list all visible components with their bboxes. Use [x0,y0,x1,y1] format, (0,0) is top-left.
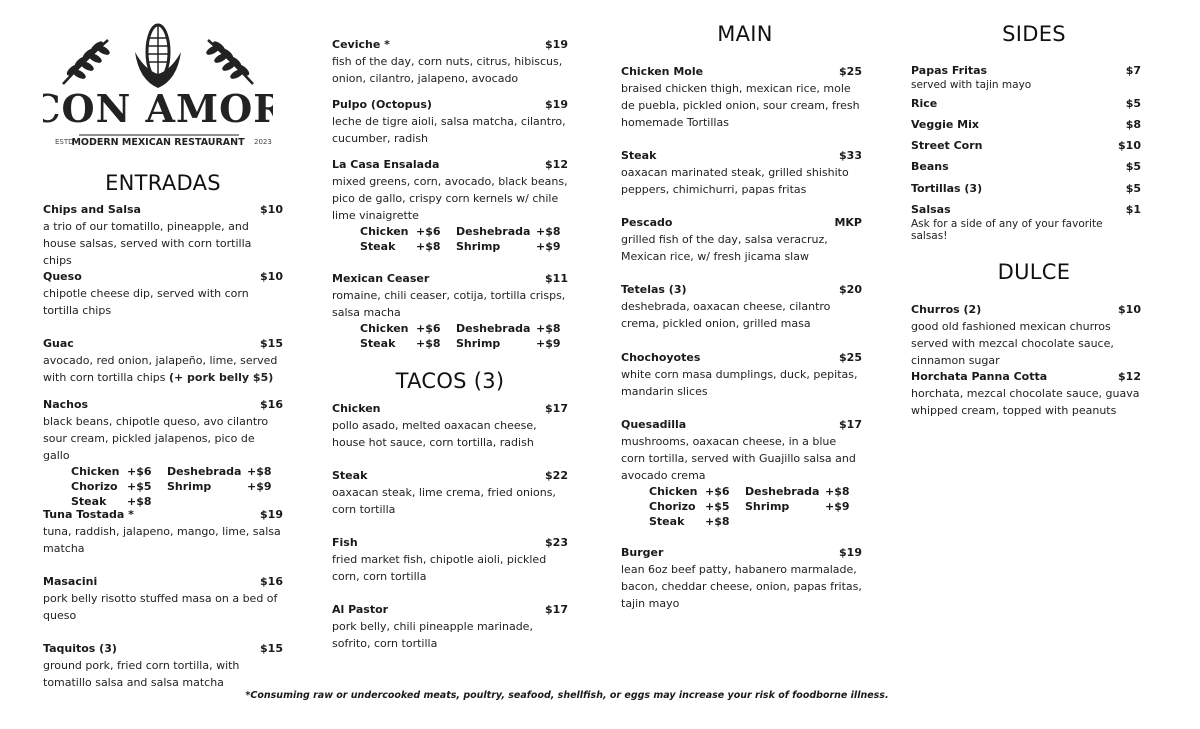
menu-item [43,397,283,509]
menu-item-header [911,181,1141,197]
menu-item [911,138,1141,154]
menu-item [43,641,283,691]
menu-item-name: Queso [43,270,82,283]
menu-item-header [332,97,568,113]
menu-item-header [911,96,1141,112]
menu-item-description [621,433,862,484]
menu-item-price: MKP [834,216,862,229]
menu-item-description-text: grilled fish of the day, salsa veracruz, Mexican rice, w/ fresh jicama slaw [621,233,828,263]
addon-name: Deshebrada [456,225,531,238]
food-safety-footnote: *Consuming raw or undercooked meats, poultry, seafood, shellfish, or eggs may increase your risk of foodborne illness. [245,690,889,701]
menu-item-name: Tuna Tostada * [43,508,134,521]
menu-item-header [332,602,568,618]
menu-item-name: Salsas [911,203,951,216]
menu-item-header [332,468,568,484]
menu-item [332,602,568,652]
addon-price: +$8 [247,465,272,478]
addon-price: +$8 [416,240,441,253]
menu-item-price: $19 [839,546,862,559]
menu-item-header [332,37,568,53]
menu-item-description-text: mushrooms, oaxacan cheese, in a blue corn tortilla, served with Guajillo salsa and avocado crema [621,435,856,482]
menu-item-price: $20 [839,283,862,296]
menu-item [621,417,862,529]
menu-item-header [911,202,1141,218]
menu-item-description [43,352,283,386]
menu-item-price: $25 [839,65,862,78]
menu-item-price: $17 [545,402,568,415]
menu-item-name: Veggie Mix [911,118,979,131]
corn-logo-icon [43,22,273,152]
addon-name: Steak [360,337,396,350]
addon-options [332,321,568,351]
menu-item-description-text: Ask for a side of any of your favorite salsas! [911,218,1103,242]
menu-item-header [332,271,568,287]
menu-item-price: $15 [260,337,283,350]
menu-item-name: Mexican Ceaser [332,272,430,285]
menu-item-header [43,269,283,285]
menu-item-description [332,551,568,585]
menu-item-name: Al Pastor [332,603,389,616]
menu-item-price: $12 [545,158,568,171]
menu-item-description-text: fish of the day, corn nuts, citrus, hibiscus, onion, cilantro, jalapeno, avocado [332,55,563,85]
menu-item [43,336,283,386]
menu-item-price: $1 [1125,203,1141,216]
addon-name: Chicken [649,485,698,498]
svg-text:ESTD: ESTD [55,138,74,146]
menu-item [621,282,862,332]
menu-item-name: Ceviche * [332,38,390,51]
menu-item-header [911,159,1141,175]
menu-item-description [621,366,862,400]
menu-item-description-text: pollo asado, melted oaxacan cheese, house hot sauce, corn tortilla, radish [332,419,537,449]
menu-item-description [332,417,568,451]
addon-price: +$8 [536,322,561,335]
menu-item-description [43,413,283,464]
menu-item-price: $10 [260,203,283,216]
addon-price: +$6 [127,465,152,478]
section-title-tacos: TACOS (3) [395,369,505,393]
addon-name: Chicken [360,322,409,335]
menu-item-name: Nachos [43,398,89,411]
addon-name: Chicken [71,465,120,478]
menu-item-header [621,545,862,561]
svg-text:CON AMOR: CON AMOR [43,86,273,131]
menu-item-header [911,117,1141,133]
menu-item-description-text: braised chicken thigh, mexican rice, mole de puebla, pickled onion, sour cream, fresh homemade Tortillas [621,82,860,129]
addon-name: Deshebrada [167,465,242,478]
menu-item-name: Guac [43,337,74,350]
addon-name: Steak [649,515,685,528]
menu-item-description-text: a trio of our tomatillo, pineapple, and house salsas, served with corn tortilla chips [43,220,252,267]
addon-price: +$9 [825,500,850,513]
addon-price: +$9 [536,337,561,350]
menu-item [911,117,1141,133]
addon-name [745,514,825,529]
menu-item-name: Chicken Mole [621,65,704,78]
menu-item [332,37,568,87]
menu-item [332,157,568,254]
addon-name: Chorizo [71,480,118,493]
menu-item-name: Beans [911,160,949,173]
addon-price: +$5 [705,500,730,513]
menu-item-name: Chochoyotes [621,351,701,364]
addon-options [332,224,568,254]
menu-item [621,215,862,265]
menu-item-description-text: good old fashioned mexican churros served with mezcal chocolate sauce, cinnamon sugar [911,320,1114,367]
menu-item-description-text: leche de tigre aioli, salsa matcha, cilantro, cucumber, radish [332,115,566,145]
menu-item-header [332,401,568,417]
menu-item-description-text: pork belly, chili pineapple marinade, sofrito, corn tortilla [332,620,533,650]
menu-item-description [332,173,568,224]
menu-item-description [911,218,1141,242]
menu-item-header [911,302,1141,318]
menu-item-price: $8 [1125,118,1141,131]
menu-item [911,63,1141,91]
menu-item-price: $11 [545,272,568,285]
addon-name: Chorizo [649,500,696,513]
menu-item-description-text: white corn masa dumplings, duck, pepitas, mandarin slices [621,368,858,398]
menu-item-price: $17 [545,603,568,616]
menu-item-description [332,113,568,147]
menu-item-name: Fish [332,536,358,549]
menu-item [332,468,568,518]
menu-item [332,271,568,351]
menu-item-description [43,218,283,269]
menu-item-header [911,138,1141,154]
menu-item [911,159,1141,175]
addon-name: Deshebrada [745,485,820,498]
menu-item-name: Horchata Panna Cotta [911,370,1048,383]
menu-item-price: $16 [260,398,283,411]
menu-item-header [332,157,568,173]
section-title-main: MAIN [717,22,773,46]
menu-item-price: $17 [839,418,862,431]
menu-item-description-text: black beans, chipotle queso, avo cilantro sour cream, pickled jalapenos, pico de gallo [43,415,269,462]
menu-item-price: $23 [545,536,568,549]
menu-item [43,202,283,269]
menu-item-description-text: chipotle cheese dip, served with corn tortilla chips [43,287,249,317]
addon-price: +$8 [416,337,441,350]
menu-item-name: Steak [621,149,657,162]
menu-item-price: $12 [1118,370,1141,383]
menu-item-description [43,523,283,557]
menu-item [621,148,862,198]
section-title-sides: SIDES [1002,22,1066,46]
menu-item [911,202,1141,242]
restaurant-logo [43,22,273,152]
menu-item-addon-note: (+ pork belly $5) [168,371,274,384]
menu-item-description [911,385,1141,419]
menu-item-price: $16 [260,575,283,588]
section-title-entradas: ENTRADAS [105,171,221,195]
addon-name: Deshebrada [456,322,531,335]
menu-item-description-text: horchata, mezcal chocolate sauce, guava whipped cream, topped with peanuts [911,387,1140,417]
menu-item-header [43,507,283,523]
menu-item-description [43,657,283,691]
menu-item [621,350,862,400]
menu-item-price: $5 [1125,160,1141,173]
addon-name: Shrimp [745,500,790,513]
addon-options [43,464,283,509]
addon-price: +$5 [127,480,152,493]
menu-item-description [621,80,862,131]
svg-text:2023: 2023 [254,138,272,146]
menu-item-description-text: deshebrada, oaxacan cheese, cilantro crema, pickled onion, grilled masa [621,300,831,330]
menu-item [911,302,1141,369]
addon-name: Steak [360,240,396,253]
menu-item [621,545,862,612]
menu-item-header [621,215,862,231]
addon-name: Shrimp [167,480,212,493]
menu-item-description [332,484,568,518]
menu-item-name: Pulpo (Octopus) [332,98,432,111]
menu-item-price: $5 [1125,182,1141,195]
menu-item-description [43,590,283,624]
addon-name: Shrimp [456,240,501,253]
menu-item-description-text: romaine, chili ceaser, cotija, tortilla crisps, salsa macha [332,289,566,319]
menu-item-header [43,641,283,657]
menu-item-header [621,350,862,366]
menu-item-price: $22 [545,469,568,482]
menu-item-name: Papas Fritas [911,64,988,77]
menu-item-description [911,318,1141,369]
menu-item-name: Masacini [43,575,98,588]
addon-price: +$8 [705,515,730,528]
addon-price [825,514,855,529]
menu-item [43,574,283,624]
menu-item-name: Tetelas (3) [621,283,687,296]
menu-item-name: Chips and Salsa [43,203,141,216]
menu-item-header [621,417,862,433]
svg-text:MODERN MEXICAN RESTAURANT: MODERN MEXICAN RESTAURANT [71,137,245,148]
menu-item [332,97,568,147]
menu-item-description-text: oaxacan marinated steak, grilled shishito peppers, chimichurri, papas fritas [621,166,849,196]
menu-item-header [621,282,862,298]
menu-item-description-text: avocado, red onion, jalapeño, lime, served with corn tortilla chips [43,354,278,384]
menu-item-description [621,164,862,198]
menu-item [43,269,283,319]
menu-item-header [332,535,568,551]
menu-item [911,96,1141,112]
addon-price: +$8 [536,225,561,238]
menu-item-price: $7 [1125,64,1141,77]
menu-item-description-text: fried market fish, chipotle aioli, pickled corn, corn tortilla [332,553,547,583]
menu-item-header [43,202,283,218]
menu-item-name: Quesadilla [621,418,687,431]
menu-item-name: Pescado [621,216,673,229]
menu-item [621,64,862,131]
menu-item-name: Churros (2) [911,303,982,316]
menu-item-header [43,574,283,590]
menu-item-name: Taquitos (3) [43,642,117,655]
menu-item-description [332,618,568,652]
menu-item [43,507,283,557]
menu-item-name: Tortillas (3) [911,182,983,195]
addon-name: Shrimp [456,337,501,350]
menu-item-price: $5 [1125,97,1141,110]
menu-item-header [911,369,1141,385]
addon-price: +$8 [825,485,850,498]
menu-item-header [621,64,862,80]
addon-options [621,484,862,529]
menu-item-description [332,287,568,321]
addon-name: Chicken [360,225,409,238]
menu-item-description-text: mixed greens, corn, avocado, black beans, pico de gallo, crispy corn kernels w/ chile lime vinaigrette [332,175,568,222]
menu-item-description [621,298,862,332]
menu-item-header [43,336,283,352]
menu-item-description [43,285,283,319]
menu-item-price: $19 [545,98,568,111]
menu-item-description [332,53,568,87]
menu-item [911,369,1141,419]
menu-item-price: $33 [839,149,862,162]
menu-item-price: $10 [1118,303,1141,316]
menu-item [911,181,1141,197]
addon-price: +$6 [416,225,441,238]
addon-price: +$9 [247,480,272,493]
menu-item-name: Chicken [332,402,381,415]
menu-item [332,401,568,451]
menu-item-price: $25 [839,351,862,364]
addon-price: +$6 [416,322,441,335]
menu-item-price: $15 [260,642,283,655]
menu-item-price: $19 [260,508,283,521]
menu-item-name: Steak [332,469,368,482]
menu-item-description-text: oaxacan steak, lime crema, fried onions, corn tortilla [332,486,556,516]
section-title-dulce: DULCE [997,260,1071,284]
addon-price: +$6 [705,485,730,498]
menu-item-name: Rice [911,97,938,110]
menu-item-description [911,79,1141,91]
menu-item-description-text: tuna, raddish, jalapeno, mango, lime, salsa matcha [43,525,281,555]
menu-item-header [911,63,1141,79]
menu-item-description-text: ground pork, fried corn tortilla, with tomatillo salsa and salsa matcha [43,659,240,689]
menu-item-price: $10 [260,270,283,283]
menu-item-header [621,148,862,164]
menu-item-description [621,561,862,612]
addon-name: Steak [71,495,107,508]
menu-item-header [43,397,283,413]
menu-item-name: Burger [621,546,664,559]
addon-price: +$9 [536,240,561,253]
menu-item-description-text: served with tajin mayo [911,79,1032,91]
menu-item-description-text: lean 6oz beef patty, habanero marmalade, bacon, cheddar cheese, onion, papas fritas, tajin mayo [621,563,862,610]
menu-item-name: Street Corn [911,139,983,152]
menu-item-price: $19 [545,38,568,51]
menu-item-price: $10 [1118,139,1141,152]
menu-item-name: La Casa Ensalada [332,158,440,171]
menu-item-description [621,231,862,265]
menu-item-description-text: pork belly risotto stuffed masa on a bed of queso [43,592,278,622]
menu-item [332,535,568,585]
addon-price: +$8 [127,495,152,508]
